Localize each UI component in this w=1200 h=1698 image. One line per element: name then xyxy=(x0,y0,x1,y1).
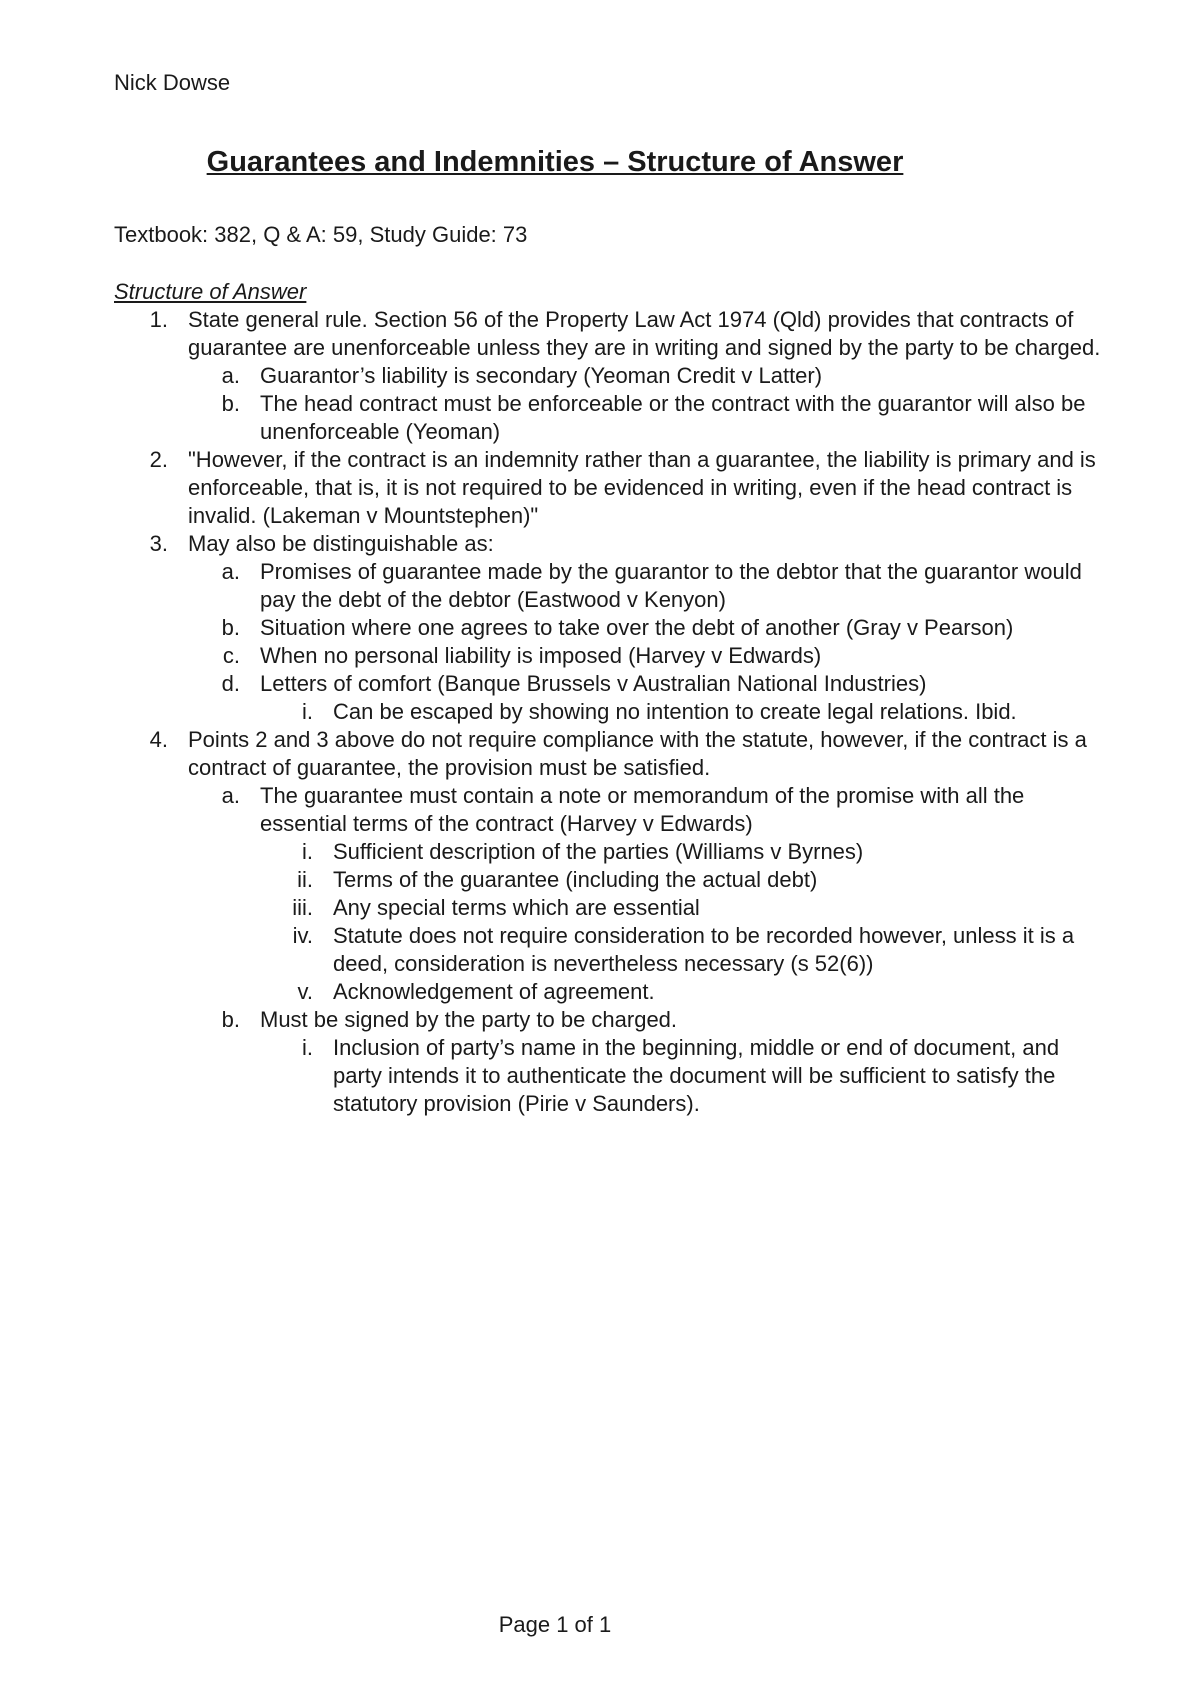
list-item-text: Promises of guarantee made by the guarantor to the debtor that the guarantor would pay the debt of the debtor (Eastwood v Kenyon) xyxy=(260,559,1082,612)
list-item-4a-iv xyxy=(114,922,1114,978)
list-item-text: Any special terms which are essential xyxy=(333,895,700,920)
list-item-text: "However, if the contract is an indemnity rather than a guarantee, the liability is primary and is enforceable, that is, it is not required to be evidenced in writing, even if the head contract is invalid. (Lakeman v Mountstephen)" xyxy=(188,447,1096,528)
list-item-text: Points 2 and 3 above do not require compliance with the statute, however, if the contract is a contract of guarantee, the provision must be satisfied. xyxy=(188,727,1087,780)
list-item-text: The head contract must be enforceable or the contract with the guarantor will also be unenforceable (Yeoman) xyxy=(260,391,1086,444)
list-item-4a-iii xyxy=(114,894,1114,922)
list-marker: 3. xyxy=(149,531,168,556)
list-marker: 1. xyxy=(149,307,168,332)
list-item-text: Sufficient description of the parties (Williams v Byrnes) xyxy=(333,839,864,864)
document-body xyxy=(114,278,1114,1118)
list-marker: 4. xyxy=(149,727,168,752)
list-item-4 xyxy=(114,726,1114,782)
list-item-text: The guarantee must contain a note or memorandum of the promise with all the essential terms of the contract (Harvey v Edwards) xyxy=(260,783,1025,836)
list-item-text: Acknowledgement of agreement. xyxy=(333,979,655,1004)
list-item-text: When no personal liability is imposed (Harvey v Edwards) xyxy=(260,643,822,668)
list-item-text: Statute does not require consideration to be recorded however, unless it is a deed, consideration is nevertheless necessary (s 52(6)) xyxy=(333,923,1075,976)
list-marker: v. xyxy=(297,979,313,1004)
list-marker: b. xyxy=(221,615,240,640)
list-item-4a-v xyxy=(114,978,1114,1006)
list-marker: iii. xyxy=(292,895,313,920)
list-marker: iv. xyxy=(292,923,313,948)
list-marker: a. xyxy=(221,783,240,808)
list-marker: a. xyxy=(221,559,240,584)
list-marker: a. xyxy=(221,363,240,388)
page-number: Page 1 of 1 xyxy=(498,1612,612,1637)
page-title: Guarantees and Indemnities – Structure of Answer xyxy=(206,146,904,178)
list-item-text: State general rule. Section 56 of the Property Law Act 1974 (Qld) provides that contracts of guarantee are unenforceable unless they are in writing and signed by the party to be charged. xyxy=(188,307,1101,360)
list-item-4b xyxy=(114,1006,1114,1034)
list-item-text: Inclusion of party’s name in the beginning, middle or end of document, and party intends it to authenticate the document will be sufficient to satisfy the statutory provision (Pirie v Saunders). xyxy=(333,1035,1060,1116)
list-item-2 xyxy=(114,446,1114,530)
list-item-1b xyxy=(114,390,1114,446)
list-marker: i. xyxy=(302,699,313,724)
list-item-3d-i xyxy=(114,698,1114,726)
list-marker: c. xyxy=(222,643,240,668)
list-marker: i. xyxy=(302,839,313,864)
list-item-text: Terms of the guarantee (including the actual debt) xyxy=(333,867,818,892)
list-item-4b-i xyxy=(114,1034,1114,1118)
list-item-4a-ii xyxy=(114,866,1114,894)
references-line: Textbook: 382, Q & A: 59, Study Guide: 73 xyxy=(114,222,528,247)
list-item-text: Situation where one agrees to take over the debt of another (Gray v Pearson) xyxy=(260,615,1014,640)
list-item-3c xyxy=(114,642,1114,670)
list-item-3a xyxy=(114,558,1114,614)
list-marker: b. xyxy=(221,391,240,416)
list-marker: i. xyxy=(302,1035,313,1060)
list-item-1 xyxy=(114,306,1114,362)
author-name: Nick Dowse xyxy=(114,70,231,95)
list-item-3d xyxy=(114,670,1114,698)
list-item-text: Guarantor’s liability is secondary (Yeoman Credit v Latter) xyxy=(260,363,823,388)
list-item-4a xyxy=(114,782,1114,838)
list-marker: d. xyxy=(221,671,240,696)
list-item-4a-i xyxy=(114,838,1114,866)
section-heading: Structure of Answer xyxy=(114,279,307,304)
list-marker: 2. xyxy=(149,447,168,472)
list-item-3 xyxy=(114,530,1114,558)
list-marker: b. xyxy=(221,1007,240,1032)
list-item-text: Letters of comfort (Banque Brussels v Australian National Industries) xyxy=(260,671,927,696)
list-item-text: Must be signed by the party to be charged. xyxy=(260,1007,678,1032)
list-item-3b xyxy=(114,614,1114,642)
list-item-1a xyxy=(114,362,1114,390)
list-item-text: Can be escaped by showing no intention to create legal relations. Ibid. xyxy=(333,699,1017,724)
list-marker: ii. xyxy=(297,867,313,892)
list-item-text: May also be distinguishable as: xyxy=(188,531,494,556)
